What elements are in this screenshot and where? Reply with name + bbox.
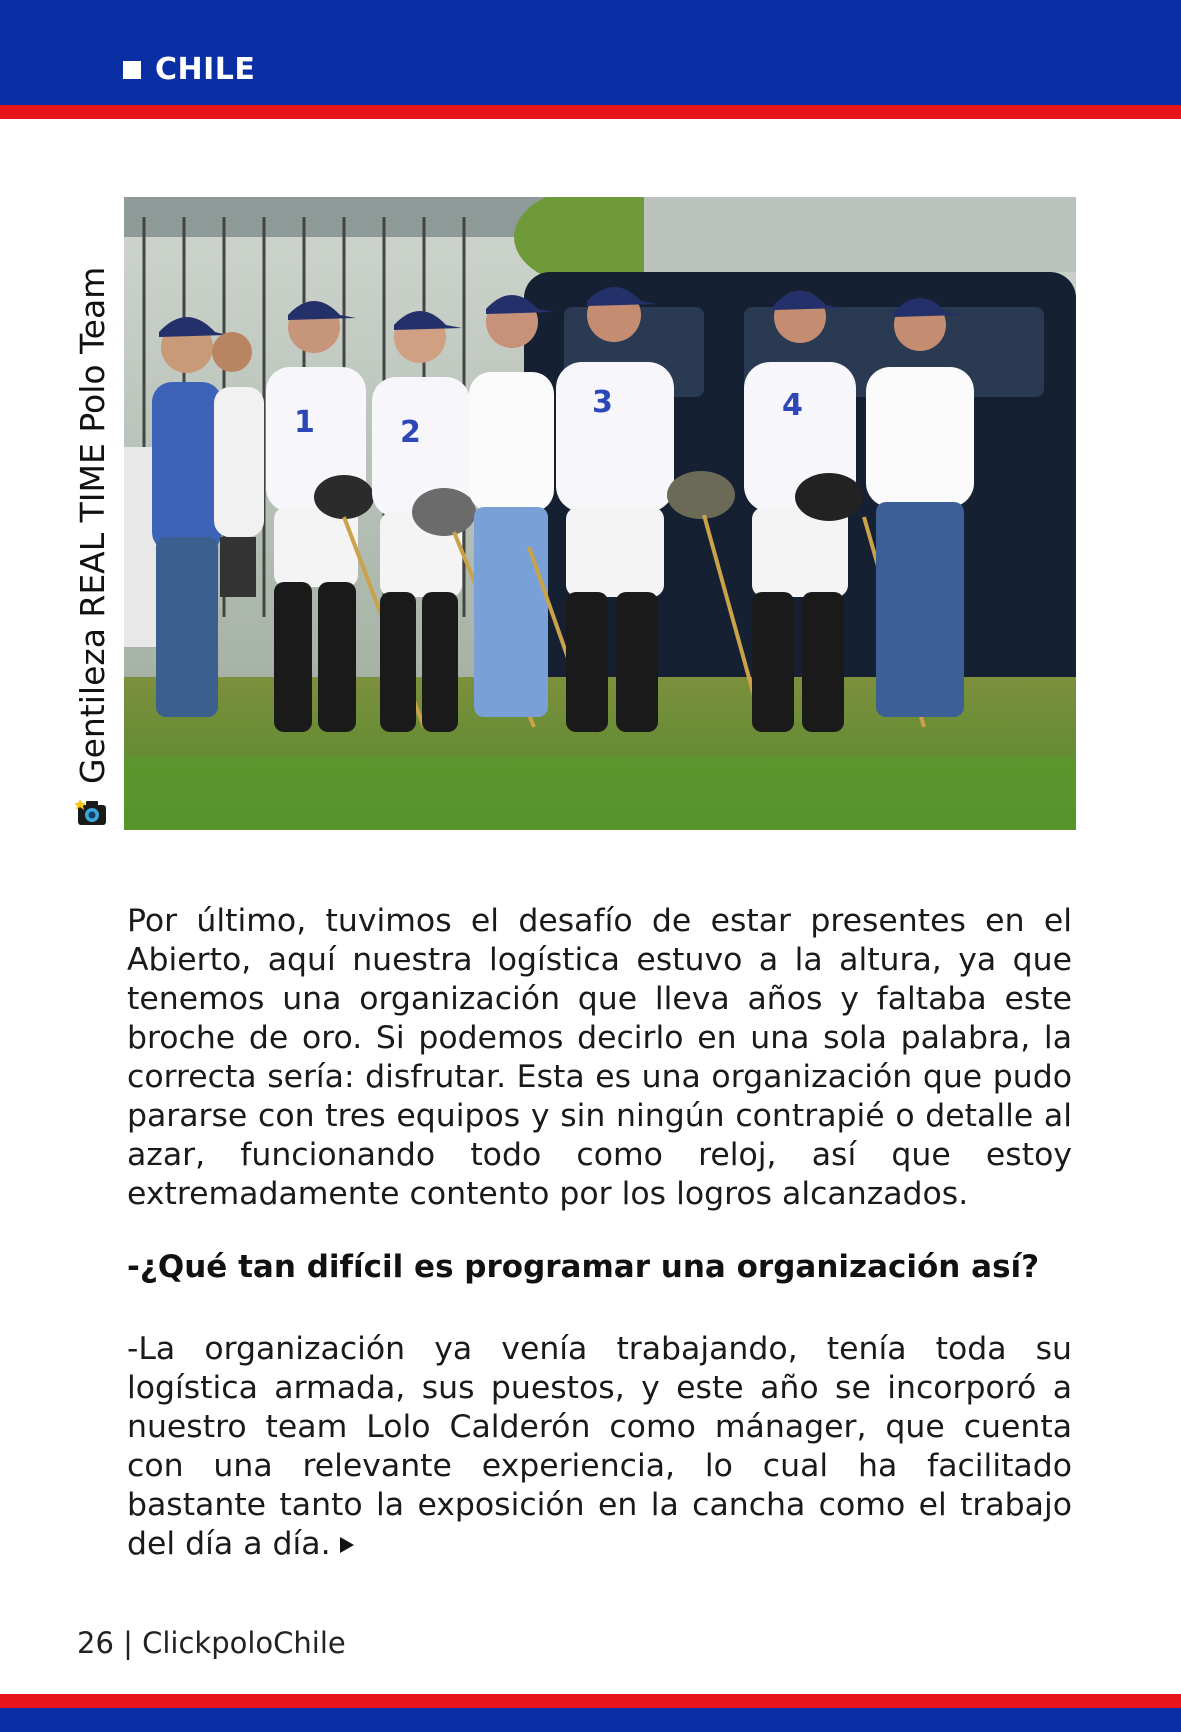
section-title: CHILE (155, 52, 256, 87)
interview-question: -¿Qué tan difícil es programar una organización así? (127, 1249, 1040, 1285)
jersey-number: 1 (294, 405, 315, 440)
team-photo (124, 197, 1076, 830)
triangle-right-icon (339, 1536, 355, 1554)
article-paragraph: Por último, tuvimos el desafío de estar presentes en el Abierto, aquí nuestra logística estuvo a la altura, ya que tenemos una organización que lleva años y faltaba este broche de oro. Si podemos decirlo en una sola palabra, la correcta sería: disfrutar. Esta es una organización que pudo pararse con tres equipos y sin ningún contrapié o detalle al azar, funcionando todo como reloj, así que estoy extremadamente contento por los logros alcanzados. (127, 903, 1072, 1212)
square-bullet-icon (123, 61, 141, 79)
camera-icon (75, 796, 109, 830)
footer-red-stripe (0, 1694, 1181, 1708)
jersey-number: 2 (400, 415, 421, 450)
section-label (123, 52, 255, 87)
jersey-number: 3 (592, 385, 613, 420)
team-photo-illustration (124, 197, 1076, 830)
jersey-number: 4 (782, 388, 803, 423)
header-red-stripe (0, 105, 1181, 119)
footer-band (0, 1708, 1181, 1732)
photo-credit-text: Gentileza REAL TIME Polo Team (72, 266, 112, 784)
page-folio: 26 | ClickpoloChile (77, 1626, 346, 1660)
photo-credit (72, 267, 112, 830)
interview-answer (127, 1330, 1072, 1564)
interview-answer-text: -La organización ya venía trabajando, tenía toda su logística armada, sus puestos, y este año se incorporó a nuestro team Lolo Calderón como mánager, que cuenta con una relevante experiencia, lo cual ha facilitado bastante tanto la exposición en la cancha como el trabajo del día a día. (127, 1331, 1072, 1562)
